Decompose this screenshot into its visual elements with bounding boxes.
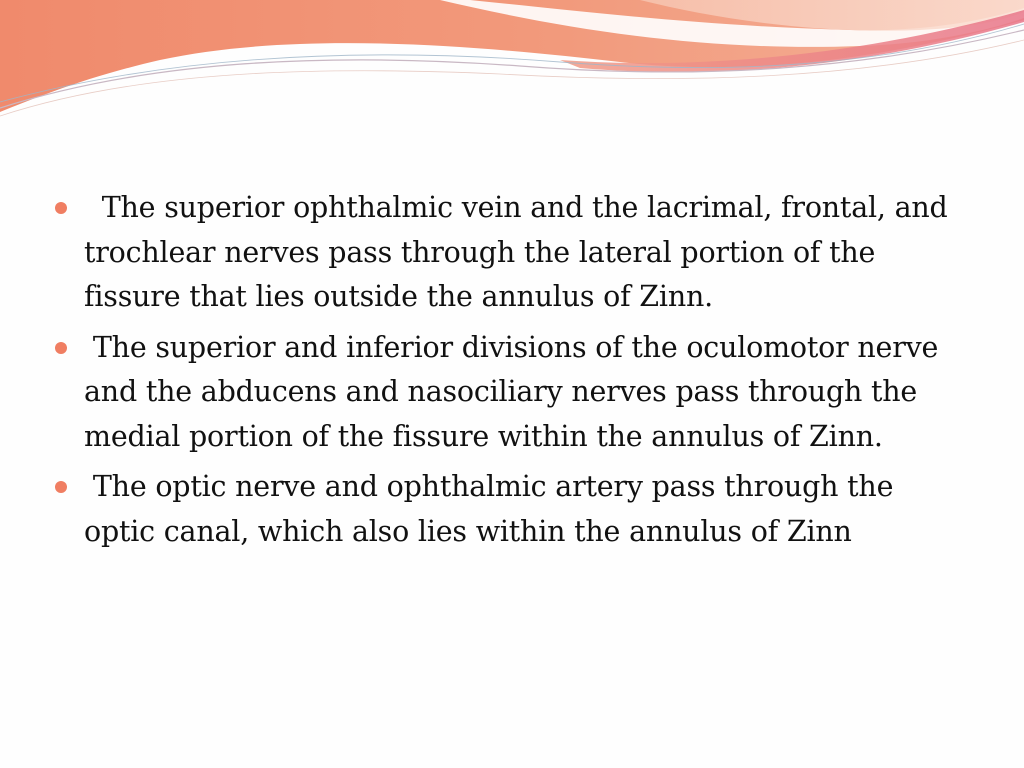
bullet-text: The superior ophthalmic vein and the lacrimal, frontal, and trochlear nerves pass through the lateral portion of the fissure that lies outside the annulus of Zinn. [84, 191, 948, 313]
slide-body [52, 186, 952, 560]
bullet-list [52, 186, 952, 554]
bullet-item [52, 326, 952, 460]
bullet-text: The optic nerve and ophthalmic artery pass through the optic canal, which also lies within the annulus of Zinn [84, 470, 894, 548]
bullet-dot-icon [55, 342, 67, 354]
bullet-item [52, 186, 952, 320]
header-wave-decoration [0, 0, 1024, 130]
bullet-dot-icon [55, 481, 67, 493]
bullet-dot-icon [55, 202, 67, 214]
bullet-item [52, 465, 952, 554]
bullet-text: The superior and inferior divisions of the oculomotor nerve and the abducens and nasociliary nerves pass through the medial portion of the fissure within the annulus of Zinn. [84, 330, 939, 453]
